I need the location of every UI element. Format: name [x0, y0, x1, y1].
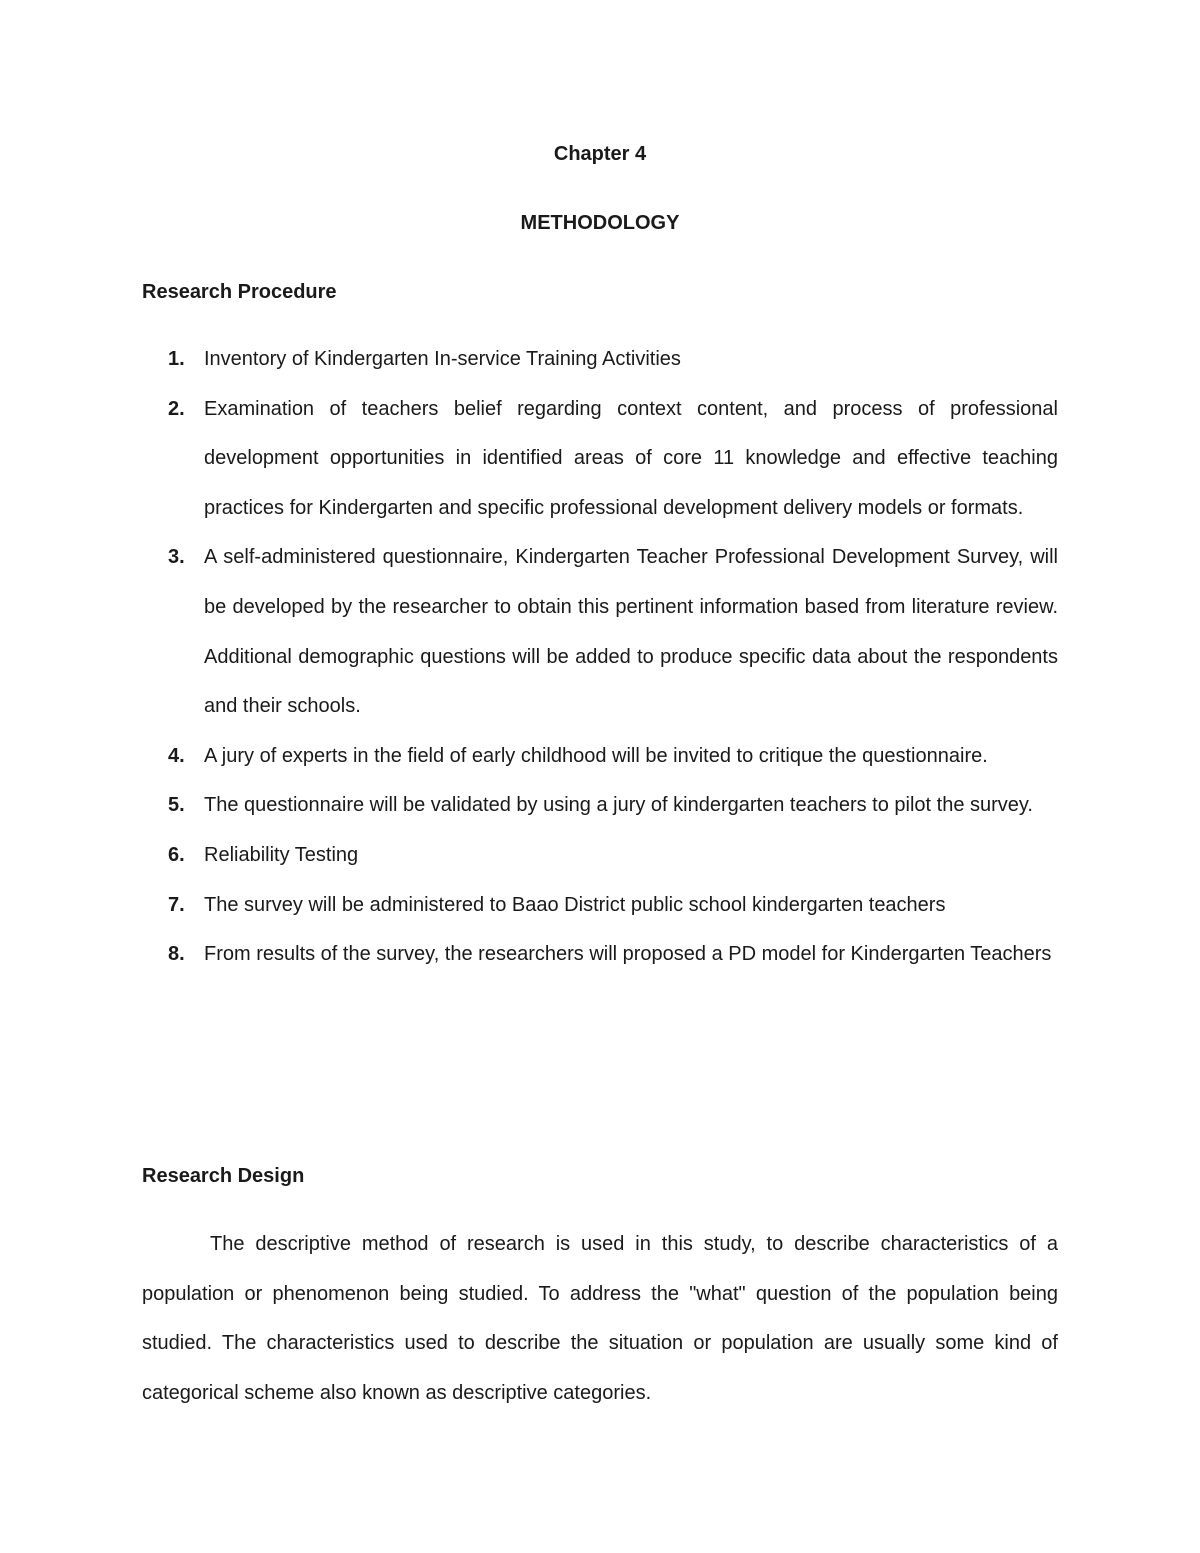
section-heading-research-design: Research Design	[142, 1165, 305, 1187]
procedure-steps-list	[142, 335, 1058, 980]
procedure-step	[142, 385, 1058, 534]
procedure-step	[142, 781, 1058, 831]
step-number: 1.	[168, 348, 185, 370]
procedure-step	[142, 930, 1058, 980]
step-number: 3.	[168, 546, 185, 569]
procedure-step	[142, 732, 1058, 782]
procedure-step	[142, 831, 1058, 881]
step-number: 5.	[168, 794, 185, 817]
step-text: Reliability Testing	[204, 843, 359, 866]
procedure-step	[142, 533, 1058, 731]
procedure-step	[142, 881, 1058, 931]
step-text: A jury of experts in the field of early childhood will be invited to critique the questionnaire.	[204, 744, 988, 767]
page-title: METHODOLOGY	[520, 212, 680, 234]
section-heading-research-procedure: Research Procedure	[142, 281, 337, 303]
step-number: 6.	[168, 843, 185, 866]
step-number: 4.	[168, 744, 185, 767]
step-text: Inventory of Kindergarten In-service Training Activities	[204, 348, 681, 370]
step-text: A self-administered questionnaire, Kindergarten Teacher Professional Development Survey, will be developed by the researcher to obtain this pertinent information based from literature review. Additional demographic questions will be added to produce specific data about the respondents and their schools.	[204, 546, 1058, 718]
step-number: 7.	[168, 893, 185, 916]
step-number: 2.	[168, 397, 185, 420]
chapter-label: Chapter 4	[553, 143, 647, 165]
step-text: The questionnaire will be validated by using a jury of kindergarten teachers to pilot the survey.	[204, 794, 1033, 817]
procedure-step	[142, 335, 1058, 385]
research-design-paragraph: The descriptive method of research is used in this study, to describe characteristics of a population or phenomenon being studied. To address the "what" question of the population being studied. The characteristics used to describe the situation or population are usually some kind of categorical scheme also known as descriptive categories.	[142, 1233, 1058, 1404]
step-text: Examination of teachers belief regarding context content, and process of professional development opportunities in identified areas of core 11 knowledge and effective teaching practices for Kindergarten and specific professional development delivery models or formats.	[204, 397, 1058, 519]
step-text: From results of the survey, the researchers will proposed a PD model for Kindergarten Teachers	[204, 943, 1052, 966]
step-text: The survey will be administered to Baao District public school kindergarten teachers	[204, 893, 946, 916]
step-number: 8.	[168, 943, 185, 966]
